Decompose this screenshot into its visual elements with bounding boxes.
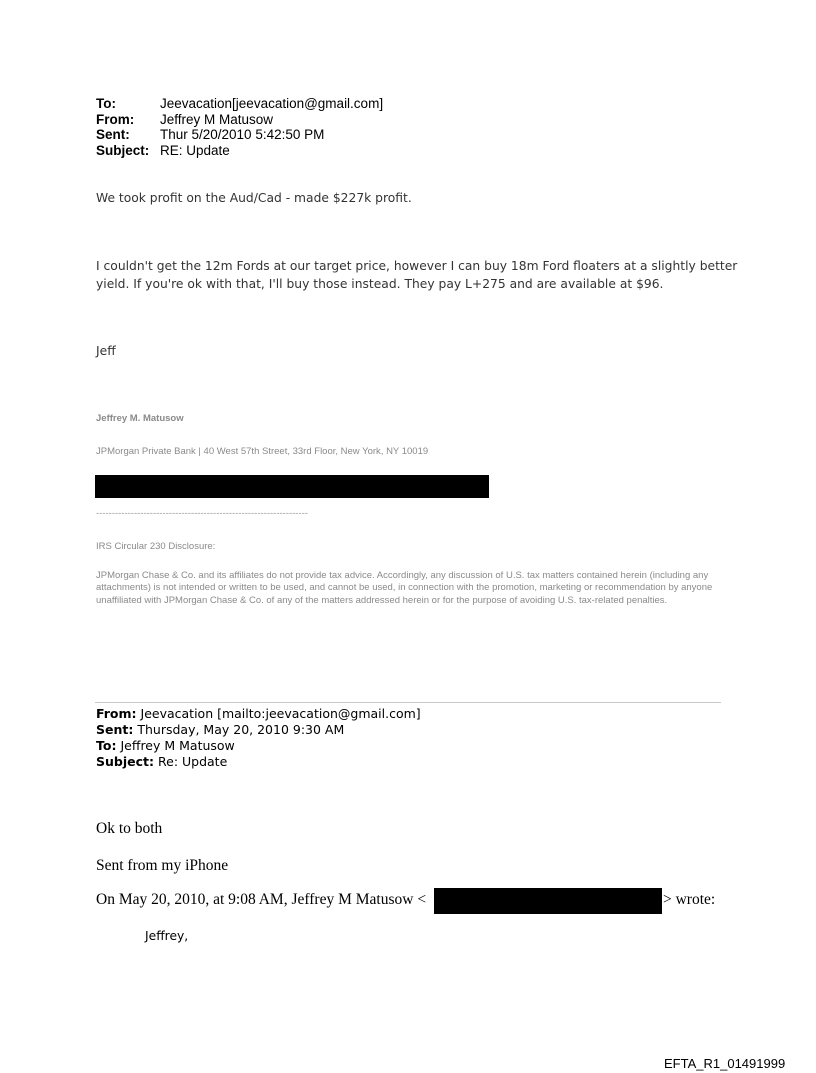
email-redaction <box>434 888 662 914</box>
signature-address: JPMorgan Private Bank | 40 West 57th Street, 33rd Floor, New York, NY 10019 <box>96 446 429 457</box>
message-signoff: Jeff <box>96 344 116 358</box>
quoted-subject-line <box>96 753 227 771</box>
quoted-subject-value: Re: Update <box>158 754 228 769</box>
quoted-on-date-prefix: On May 20, 2010, at 9:08 AM, Jeffrey M Matusow < <box>96 891 427 908</box>
quoted-sent-from: Sent from my iPhone <box>96 857 229 874</box>
quoted-sent-value: Thursday, May 20, 2010 9:30 AM <box>137 722 345 737</box>
subject-label: Subject: <box>96 143 150 158</box>
signature-separator: ------------------------------------------------------------------- <box>96 508 308 519</box>
sent-value: Thur 5/20/2010 5:42:50 PM <box>160 127 325 142</box>
quoted-to-value: Jeffrey M Matusow <box>120 738 235 753</box>
document-id: EFTA_R1_01491999 <box>664 1056 786 1071</box>
sent-label: Sent: <box>96 127 130 142</box>
message-para-2-line-2: yield. If you're ok with that, I'll buy those instead. They pay L+275 and are available at $96. <box>96 277 664 291</box>
quoted-from-label: From: <box>96 706 137 721</box>
signature-name: Jeffrey M. Matusow <box>96 413 184 424</box>
quoted-sent-label: Sent: <box>96 722 134 737</box>
message-line-1: We took profit on the Aud/Cad - made $227k profit. <box>96 191 412 205</box>
quoted-divider <box>95 702 721 703</box>
quoted-subject-label: Subject: <box>96 754 154 769</box>
quoted-reply: Ok to both <box>96 820 163 837</box>
message-para-2-line-1: I couldn't get the 12m Fords at our target price, however I can buy 18m Ford floaters at a slightly better <box>96 259 738 273</box>
tax-disclaimer: JPMorgan Chase & Co. and its affiliates do not provide tax advice. Accordingly, any discussion of U.S. tax matters contained herein (including any attachments) is not intended or written to be used, and cannot be used, in connection with the promotion, marketing or recommendation by anyone unaffiliated with JPMorgan Chase & Co. of any of the matters addressed herein or for the purpose of avoiding U.S. tax-related penalties. <box>96 570 713 606</box>
quoted-from-value: Jeevacation [mailto:jeevacation@gmail.com] <box>140 706 421 721</box>
from-label: From: <box>96 112 135 127</box>
subject-value: RE: Update <box>160 143 230 158</box>
quoted-on-date-suffix: > wrote: <box>663 891 716 908</box>
irs-disclosure-title: IRS Circular 230 Disclosure: <box>96 541 216 552</box>
to-label: To: <box>96 96 116 111</box>
quoted-to-label: To: <box>96 738 117 753</box>
from-value: Jeffrey M Matusow <box>160 112 274 127</box>
to-value: Jeevacation[jeevacation@gmail.com] <box>160 96 384 111</box>
quoted-greeting: Jeffrey, <box>145 929 189 943</box>
redaction-bar <box>95 475 489 498</box>
